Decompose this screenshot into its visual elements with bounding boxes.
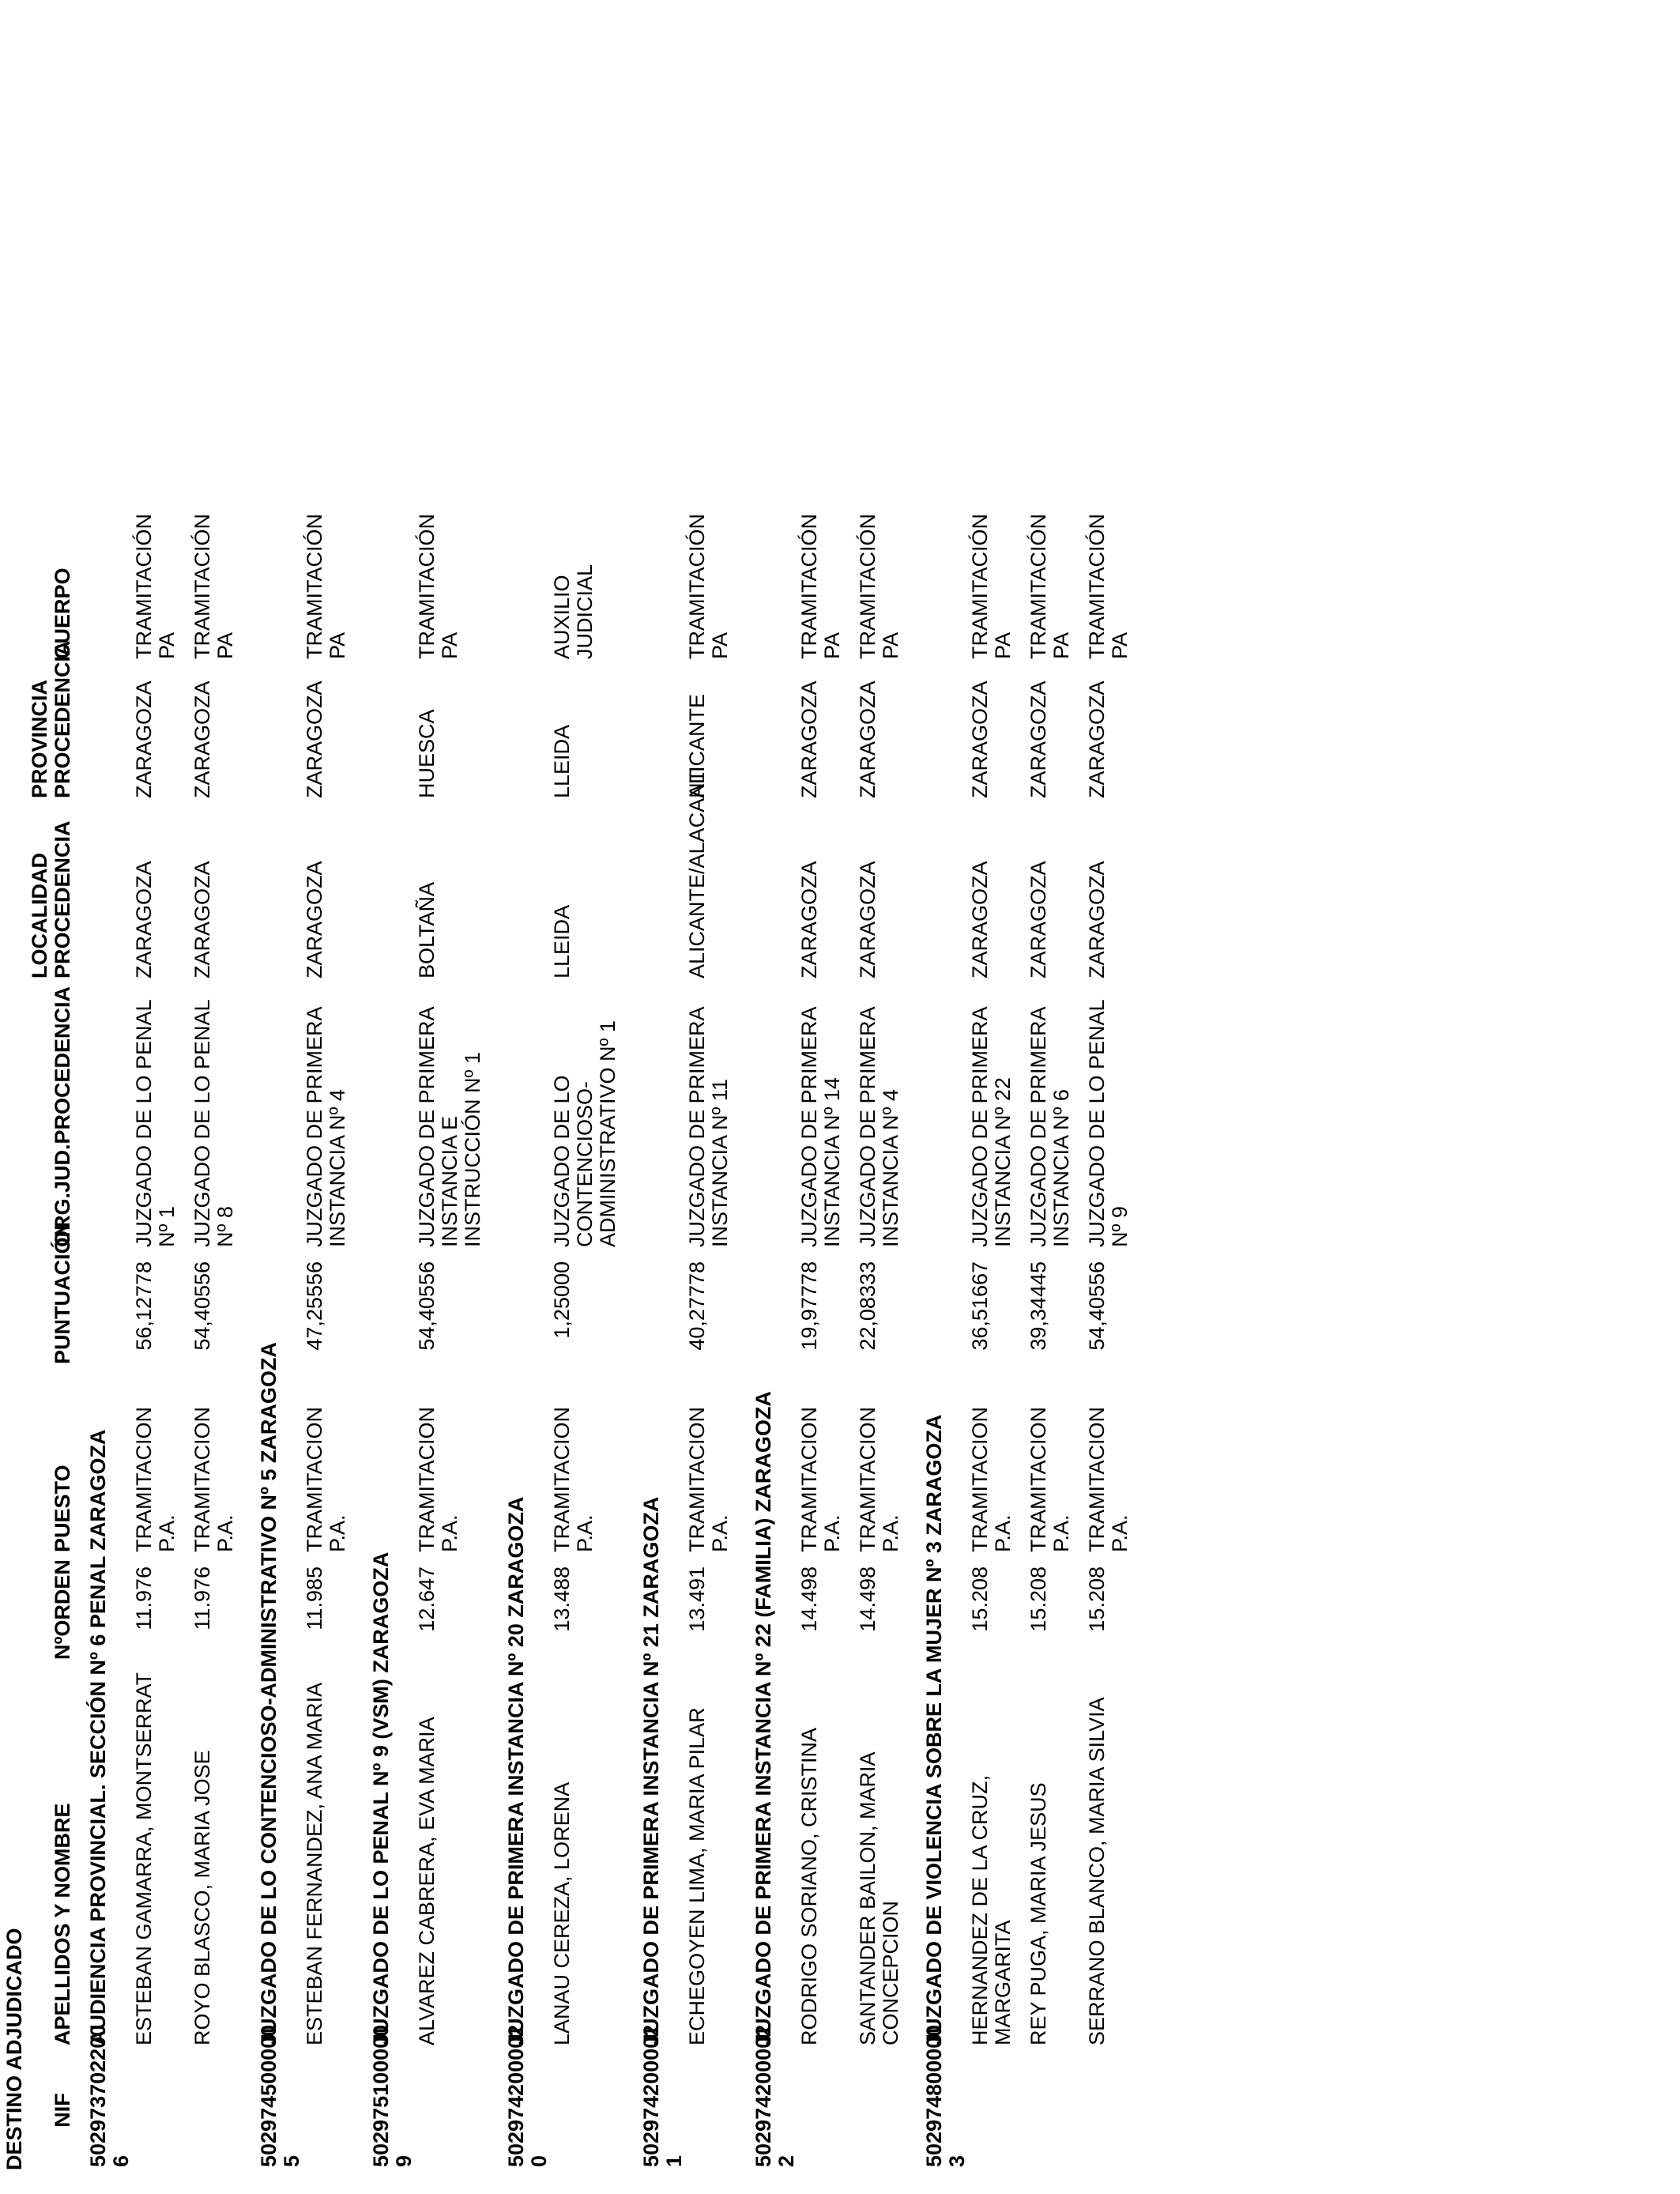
cell-empty <box>1027 2049 1086 2170</box>
cell-name: HERNANDEZ DE LA CRUZ, MARGARITA <box>968 1774 1015 2045</box>
table-row <box>686 36 744 2170</box>
table-body <box>79 36 1144 2170</box>
group-nif: 502975100000​9 <box>369 2024 416 2167</box>
cell-localidad: BOLTAÑA <box>415 881 439 978</box>
cell-puesto: TRAMITACION P.A. <box>415 1407 461 1552</box>
group-destination-title: JUZGADO DE VIOLENCIA SOBRE LA MUJER Nº 3 ZARAGOZA <box>922 1414 946 2045</box>
cell-cuerpo: TRAMITACIÓN PA <box>190 514 237 659</box>
cell-orden: 11.976 <box>190 1566 214 1630</box>
cell-puesto: TRAMITACION P.A. <box>856 1407 902 1552</box>
group-nif: 502974200002​1 <box>639 2024 686 2167</box>
cell-provincia: HUESCA <box>415 709 439 798</box>
cell-orden: 12.647 <box>415 1566 439 1632</box>
cell-name: SANTANDER BAILON, MARIA CONCEPCION <box>856 1751 902 2045</box>
col-header-org: ORG.JUD.PROCEDENCIA <box>51 986 74 1247</box>
group-row <box>362 36 416 2170</box>
cell-empty <box>1086 2049 1144 2170</box>
group-destination-title: JUZGADO DE LO CONTENCIOSO-ADMINISTRATIVO Nº 5 ZARAGOZA <box>257 1342 281 2045</box>
cell-puntuacion: 39,34445 <box>1026 1261 1050 1351</box>
cell-orden: 13.491 <box>685 1566 709 1632</box>
cell-name: RODRIGO SORIANO, CRISTINA <box>797 1727 821 2045</box>
table-row <box>798 36 857 2170</box>
group-row <box>79 36 133 2170</box>
cell-provincia: LLEIDA <box>550 724 574 798</box>
assignments-table <box>28 36 1144 2170</box>
cell-provincia: ZARAGOZA <box>1085 680 1109 798</box>
cell-name: ESTEBAN FERNANDEZ, ANA MARIA <box>303 1682 326 2045</box>
cell-puesto: TRAMITACION P.A. <box>1026 1407 1073 1552</box>
group-destination-title: JUZGADO DE PRIMERA INSTANCIA Nº 20 ZARAGOZA <box>504 1496 528 2045</box>
cell-org: JUZGADO DE PRIMERA INSTANCIA Nº 4 <box>303 1006 349 1247</box>
group-nif: 502974200002​2 <box>751 2024 798 2167</box>
cell-empty <box>857 2049 915 2170</box>
col-header-puntuacion: PUNTUACIÓN <box>51 1222 74 1364</box>
cell-puntuacion: 22,08333 <box>856 1261 880 1351</box>
cell-cuerpo: TRAMITACIÓN PA <box>797 514 844 659</box>
cell-provincia: ZARAGOZA <box>856 680 880 798</box>
cell-localidad: ZARAGOZA <box>303 861 326 978</box>
cell-localidad: ZARAGOZA <box>1026 861 1050 978</box>
cell-cuerpo: TRAMITACIÓN PA <box>132 514 179 659</box>
group-row <box>497 36 551 2170</box>
group-destination-title: JUZGADO DE LO PENAL Nº 9 (VSM) ZARAGOZA <box>369 1551 393 2045</box>
cell-puesto: TRAMITACION P.A. <box>190 1407 237 1552</box>
table-row <box>191 36 250 2170</box>
cell-orden: 13.488 <box>550 1566 574 1632</box>
cell-name: ESTEBAN GAMARRA, MONTSERRAT <box>132 1672 156 2045</box>
cell-orden: 15.208 <box>1026 1566 1050 1632</box>
cell-empty <box>798 2049 857 2170</box>
cell-localidad: LLEIDA <box>550 904 574 978</box>
cell-cuerpo: AUXILIO JUDICIAL <box>550 564 597 659</box>
cell-cuerpo: TRAMITACIÓN PA <box>415 514 461 659</box>
cell-empty <box>969 2049 1027 2170</box>
cell-localidad: ZARAGOZA <box>856 861 880 978</box>
cell-puesto: TRAMITACION P.A. <box>685 1407 732 1552</box>
page-title: DESTINO ADJUDICADO <box>2 1928 26 2170</box>
cell-cuerpo: TRAMITACIÓN PA <box>1026 514 1073 659</box>
cell-cuerpo: TRAMITACIÓN PA <box>856 514 902 659</box>
cell-cuerpo: TRAMITACIÓN PA <box>1085 514 1132 659</box>
col-header-provincia: PROVINCIA PROCEDENCIA <box>28 640 74 798</box>
cell-localidad: ALICANTE/ALACANT <box>685 769 709 978</box>
cell-cuerpo: TRAMITACIÓN PA <box>303 514 349 659</box>
cell-org: JUZGADO DE PRIMERA INSTANCIA Nº 14 <box>797 1006 844 1247</box>
cell-provincia: ZARAGOZA <box>797 680 821 798</box>
cell-puntuacion: 47,25556 <box>303 1261 326 1351</box>
cell-puesto: TRAMITACION P.A. <box>132 1407 179 1552</box>
cell-name: REY PUGA, MARIA JESUS <box>1026 1782 1050 2045</box>
col-header-nif: NIF <box>51 2093 74 2128</box>
cell-name: ECHEGOYEN LIMA, MARIA PILAR <box>685 1707 709 2045</box>
group-row <box>632 36 686 2170</box>
cell-empty <box>303 2049 362 2170</box>
group-row <box>744 36 798 2170</box>
group-nif: 502974500000​5 <box>257 2024 303 2167</box>
cell-empty <box>191 2049 250 2170</box>
cell-empty <box>551 2049 632 2170</box>
cell-provincia: ZARAGOZA <box>968 680 992 798</box>
cell-localidad: ZARAGOZA <box>132 861 156 978</box>
cell-provincia: ALICANTE <box>685 693 709 798</box>
cell-provincia: ZARAGOZA <box>190 680 214 798</box>
cell-puesto: TRAMITACION P.A. <box>797 1407 844 1552</box>
cell-localidad: ZARAGOZA <box>797 861 821 978</box>
cell-puntuacion: 36,51667 <box>968 1261 992 1351</box>
header-row <box>28 36 79 2170</box>
col-header-name: APELLIDOS Y NOMBRE <box>51 1803 74 2045</box>
group-nif: 502974800000​3 <box>922 2024 969 2167</box>
table-row <box>1086 36 1144 2170</box>
cell-puesto: TRAMITACION P.A. <box>968 1407 1015 1552</box>
cell-orden: 11.985 <box>303 1566 326 1630</box>
cell-org: JUZGADO DE PRIMERA INSTANCIA E INSTRUCCIÓN Nº 1 <box>415 1006 484 1247</box>
col-header-cuerpo: CUERPO <box>51 567 74 659</box>
cell-orden: 14.498 <box>797 1566 821 1632</box>
table-row <box>416 36 497 2170</box>
cell-puntuacion: 54,40556 <box>1085 1261 1109 1351</box>
cell-name: ROYO BLASCO, MARIA JOSE <box>190 1750 214 2045</box>
table-row <box>303 36 362 2170</box>
cell-provincia: ZARAGOZA <box>1026 680 1050 798</box>
group-row <box>915 36 969 2170</box>
cell-empty <box>416 2049 497 2170</box>
table-row <box>551 36 632 2170</box>
cell-empty <box>133 2049 191 2170</box>
cell-puesto: TRAMITACION P.A. <box>550 1407 597 1552</box>
cell-puntuacion: 1,25000 <box>550 1261 574 1339</box>
table-row <box>133 36 191 2170</box>
cell-puntuacion: 40,27778 <box>685 1261 709 1351</box>
group-nif: 502973702200​6 <box>86 2024 133 2167</box>
cell-localidad: ZARAGOZA <box>190 861 214 978</box>
cell-org: JUZGADO DE PRIMERA INSTANCIA Nº 11 <box>685 1006 732 1247</box>
cell-orden: 14.498 <box>856 1566 880 1632</box>
cell-name: ALVAREZ CABRERA, EVA MARIA <box>415 1717 439 2045</box>
cell-cuerpo: TRAMITACIÓN PA <box>968 514 1015 659</box>
cell-name: LANAU CEREZA, LORENA <box>550 1781 574 2045</box>
cell-org: JUZGADO DE LO PENAL Nº 1 <box>132 1000 179 1247</box>
col-header-localidad: LOCALIDAD PROCEDENCIA <box>28 820 74 978</box>
group-row <box>250 36 303 2170</box>
cell-orden: 15.208 <box>1085 1566 1109 1632</box>
cell-org: JUZGADO DE LO PENAL Nº 8 <box>190 1000 237 1247</box>
cell-cuerpo: TRAMITACIÓN PA <box>685 514 732 659</box>
cell-puntuacion: 19,97778 <box>797 1261 821 1351</box>
cell-org: JUZGADO DE PRIMERA INSTANCIA Nº 6 <box>1026 1006 1073 1247</box>
cell-name: SERRANO BLANCO, MARIA SILVIA <box>1085 1697 1109 2045</box>
cell-org: JUZGADO DE LO CONTENCIOSO- ADMINISTRATIVO Nº 1 <box>550 1020 620 1247</box>
cell-puesto: TRAMITACION P.A. <box>303 1407 349 1552</box>
cell-localidad: ZARAGOZA <box>1085 861 1109 978</box>
cell-puntuacion: 54,40556 <box>415 1261 439 1351</box>
cell-provincia: ZARAGOZA <box>132 680 156 798</box>
col-header-orden: NºORDEN <box>51 1559 74 1660</box>
col-header-puesto: PUESTO <box>51 1465 74 1552</box>
cell-empty <box>686 2049 744 2170</box>
cell-localidad: ZARAGOZA <box>968 861 992 978</box>
cell-puntuacion: 56,12778 <box>132 1261 156 1351</box>
group-destination-title: JUZGADO DE PRIMERA INSTANCIA Nº 22 (FAMILIA) ZARAGOZA <box>751 1391 775 2045</box>
table-row <box>857 36 915 2170</box>
document-page <box>0 36 1144 2170</box>
table-row <box>969 36 1027 2170</box>
cell-puntuacion: 54,40556 <box>190 1261 214 1351</box>
cell-provincia: ZARAGOZA <box>303 680 326 798</box>
table-row <box>1027 36 1086 2170</box>
cell-orden: 15.208 <box>968 1566 992 1632</box>
group-destination-title: AUDIENCIA PROVINCIAL. SECCIÓN Nº 6 PENAL ZARAGOZA <box>86 1429 110 2045</box>
cell-org: JUZGADO DE LO PENAL Nº 9 <box>1085 1000 1132 1247</box>
cell-puesto: TRAMITACION P.A. <box>1085 1407 1132 1552</box>
group-nif: 502974200002​0 <box>504 2024 551 2167</box>
group-destination-title: JUZGADO DE PRIMERA INSTANCIA Nº 21 ZARAGOZA <box>639 1496 663 2045</box>
cell-org: JUZGADO DE PRIMERA INSTANCIA Nº 22 <box>968 1006 1015 1247</box>
cell-org: JUZGADO DE PRIMERA INSTANCIA Nº 4 <box>856 1006 902 1247</box>
cell-orden: 11.976 <box>132 1566 156 1630</box>
